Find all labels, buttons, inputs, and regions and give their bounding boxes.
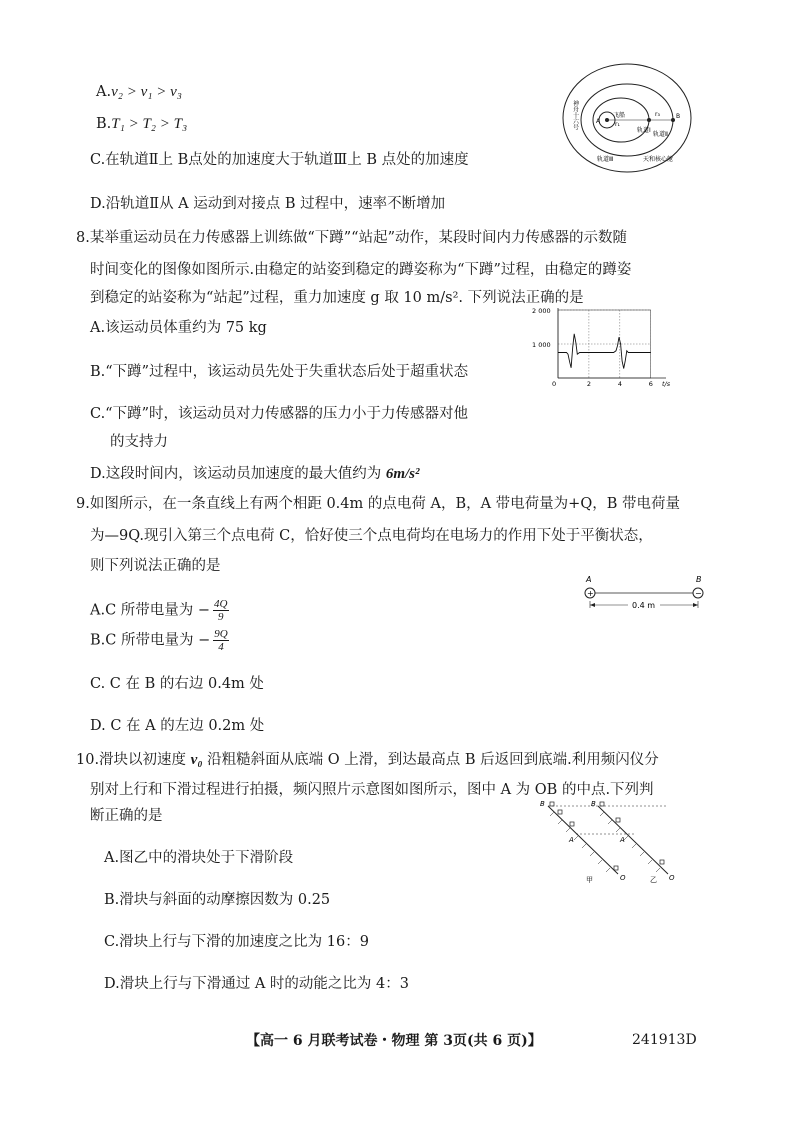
q7-label-core: 天和核心舱 <box>643 156 674 163</box>
q9-option-b-fraction: $\frac{9Q}{4}$ <box>214 628 228 653</box>
q8-x-tick-label: 2 <box>586 380 592 388</box>
q7-label-track1: 轨道Ⅰ <box>637 127 651 134</box>
q8-x-tick-label: 4 <box>617 380 622 388</box>
q8-option-b: B.“下蹲”过程中，该运动员先处于失重状态后处于超重状态 <box>90 364 469 380</box>
q7-label-r1: r₁ <box>615 121 620 128</box>
q10-slope-figure <box>536 796 676 892</box>
q7-label-track3: 轨道Ⅲ <box>597 156 614 163</box>
q8-origin-label: 0 <box>552 380 557 388</box>
q9-sign-b: − <box>695 589 702 598</box>
q10-label-o2: O <box>669 874 675 882</box>
q9-stem-line1: 9.如图所示，在一条直线上有两个相距 0.4m 的点电荷 A，B，A 带电荷量为+Q，B 带电荷量 <box>76 496 680 512</box>
q10-label-b2: B <box>591 800 596 808</box>
q8-y-tick-label: 2 000 <box>532 307 551 315</box>
q7-label-a: A <box>596 118 601 125</box>
q9-charge-figure <box>580 574 710 618</box>
q8-stem-line2: 时间变化的图像如图所示.由稳定的站姿到稳定的蹲姿称为“下蹲”过程，由稳定的蹲姿 <box>90 262 632 278</box>
q10-option-d: D.滑块上行与下滑通过 A 时的动能之比为 4：3 <box>104 976 409 992</box>
q8-option-c-line2: 的支持力 <box>110 434 168 450</box>
q9-option-a-fraction: $\frac{4Q}{9}$ <box>214 598 228 623</box>
q8-x-tick-label: 6 <box>648 380 653 388</box>
q10-stem-line1: 10.滑块以初速度 v₀ 沿粗糙斜面从底端 O 上滑，到达最高点 B 后返回到底端.利用频闪仪分 <box>76 752 659 768</box>
q7-orbit-figure <box>555 62 695 181</box>
q7-label-track2: 轨道Ⅱ <box>653 131 668 138</box>
q10-stem-line3: 断正确的是 <box>90 808 163 824</box>
q9-label-b: B <box>696 575 702 584</box>
q10-stem-line2: 别对上行和下滑过程进行拍摄，频闪照片示意图如图所示，图中 A 为 OB 的中点.下列判 <box>90 782 654 798</box>
q8-option-c-line1: C.“下蹲”时，该运动员对力传感器的压力小于力传感器对他 <box>90 406 469 422</box>
q10-label-o1: O <box>620 874 626 882</box>
q10-option-c: C.滑块上行与下滑的加速度之比为 16：9 <box>104 934 369 950</box>
q10-option-a: A.图乙中的滑块处于下滑阶段 <box>104 850 294 866</box>
q9-stem-line2: 为—9Q.现引入第三个点电荷 C，恰好使三个点电荷均在电场力的作用下处于平衡状态， <box>90 528 653 544</box>
q8-option-a: A.该运动员体重约为 75 kg <box>90 320 267 336</box>
q8-force-series-line <box>558 334 651 369</box>
q10-option-b: B.滑块与斜面的动摩擦因数为 0.25 <box>104 892 331 908</box>
q10-label-jia: 甲 <box>586 876 593 884</box>
q7-option-c: C.在轨道Ⅱ上 B点处的加速度大于轨道Ⅲ上 B 点处的加速度 <box>90 152 469 168</box>
q8-stem-line1: 8.某举重运动员在力传感器上训练做“下蹲”“站起”动作，某段时间内力传感器的示数随 <box>76 230 627 246</box>
q9-label-a: A <box>586 575 592 584</box>
q10-label-a1: A <box>569 836 574 844</box>
q7-option-b: B.T₁ > T₂ > T₃ <box>96 116 188 132</box>
q9-option-a: A.C 所带电量为 − $\frac{4Q}{9}$ <box>90 598 228 623</box>
q10-label-yi: 乙 <box>650 876 657 884</box>
paper-code: 241913D <box>632 1032 697 1048</box>
page-footer: 【高一 6 月联考试卷・物理 第 3页(共 6 页)】 <box>246 1033 542 1049</box>
q7-option-d: D.沿轨道Ⅱ从 A 运动到对接点 B 过程中，速率不断增加 <box>90 196 446 212</box>
q9-label-distance: 0.4 m <box>632 601 656 610</box>
q7-option-a: A.v₂ > v₁ > v₃ <box>96 84 182 100</box>
q8-stem-line3: 到稳定的站姿称为“站起”过程，重力加速度 g 取 10 m/s². 下列说法正确的是 <box>90 290 584 306</box>
q9-option-b: B.C 所带电量为 − $\frac{9Q}{4}$ <box>90 628 228 653</box>
q9-sign-a: + <box>587 589 594 598</box>
q8-option-d: D.这段时间内，该运动员加速度的最大值约为 6m/s² <box>90 466 420 482</box>
q9-option-d: D. C 在 A 的左边 0.2m 处 <box>90 718 265 734</box>
q8-x-axis-label: t/s <box>662 380 671 388</box>
q9-stem-line3: 则下列说法正确的是 <box>90 558 221 574</box>
q8-y-tick-label: 1 000 <box>532 341 551 349</box>
q7-label-r3: r₃ <box>655 111 660 118</box>
q8-force-chart <box>530 304 675 393</box>
q7-label-fly: 飞船 <box>613 112 626 119</box>
q7-label-shenzhou: 神舟十六号 <box>571 100 579 130</box>
q10-label-a2: A <box>620 836 625 844</box>
q7-label-b: B <box>676 113 681 120</box>
q10-label-b1: B <box>540 800 545 808</box>
q9-option-c: C. C 在 B 的右边 0.4m 处 <box>90 676 264 692</box>
